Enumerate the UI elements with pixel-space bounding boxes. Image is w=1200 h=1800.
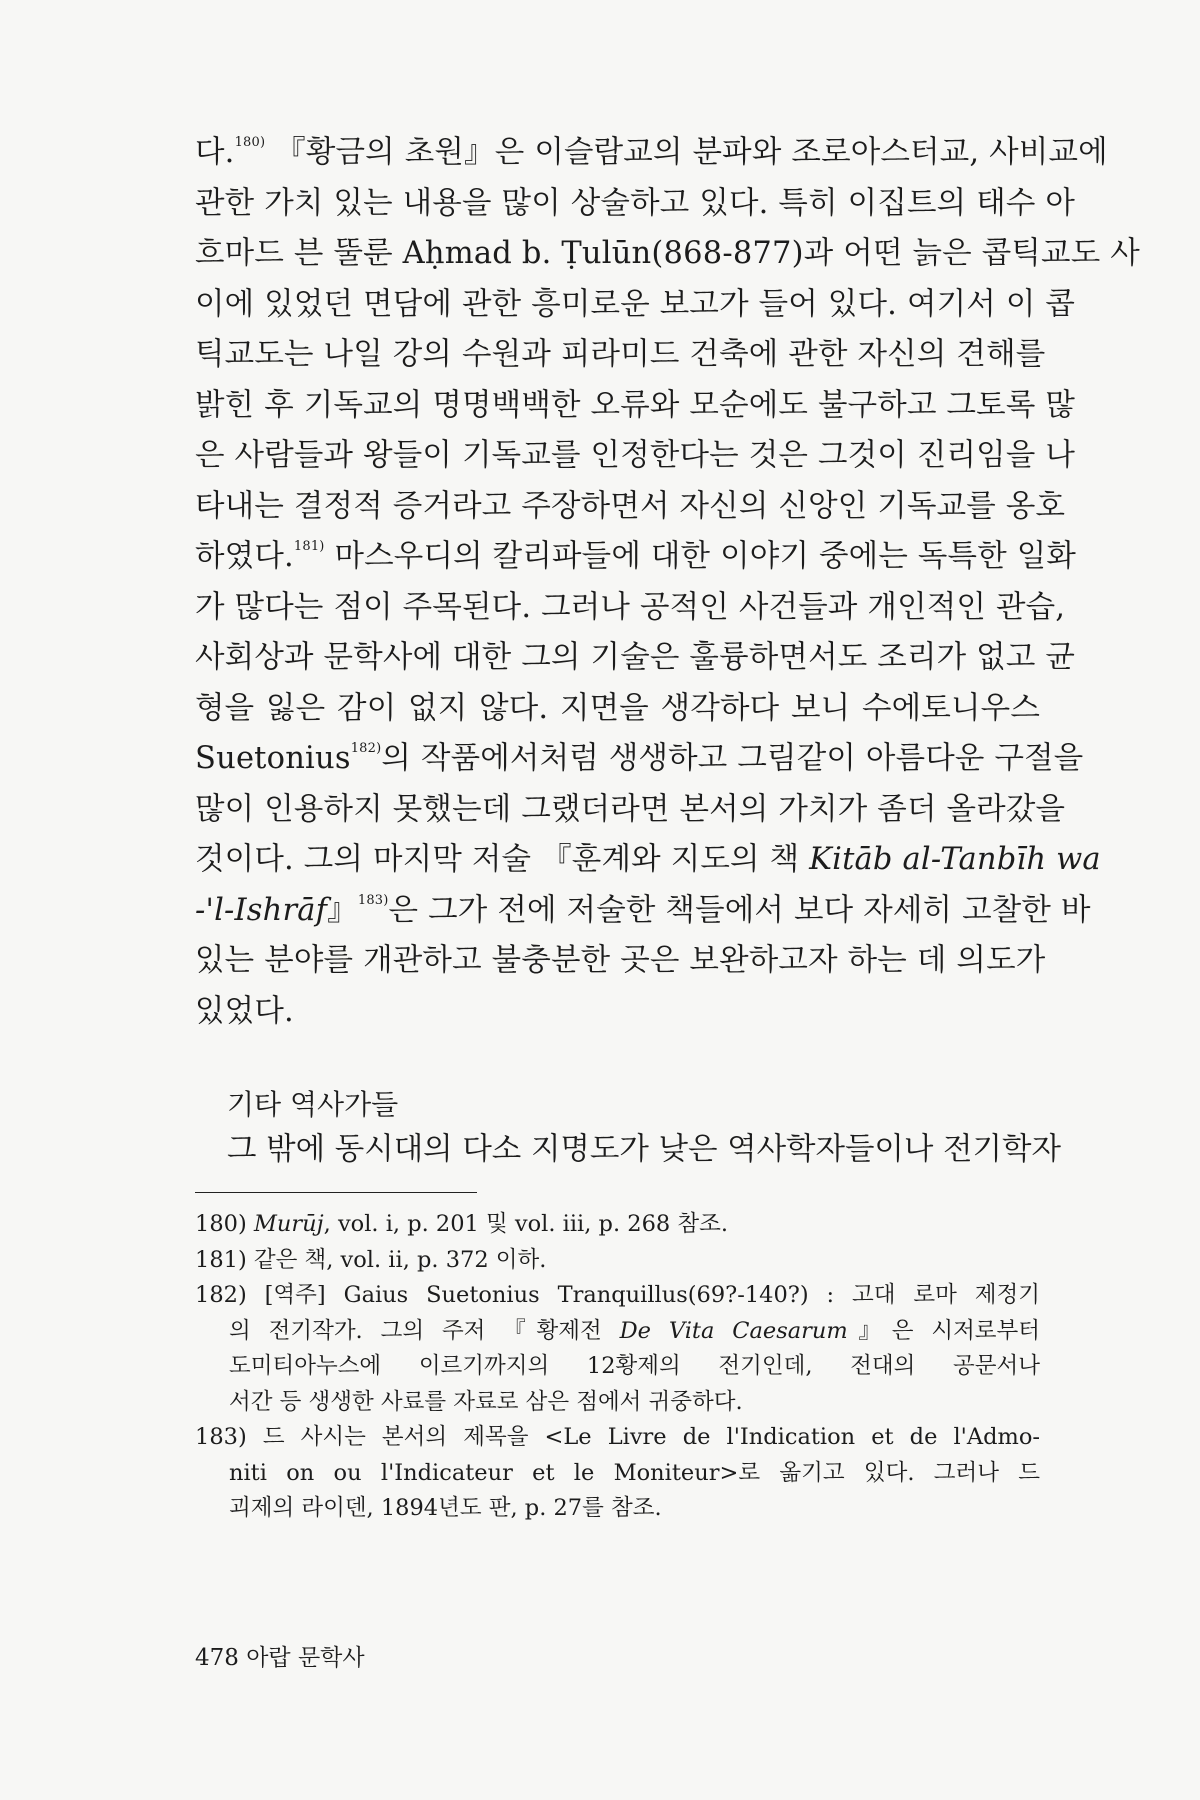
footnote-divider xyxy=(195,1192,477,1193)
page-number: 478 xyxy=(195,1645,239,1671)
page-footer xyxy=(195,1642,365,1674)
footnote-180: 180) Murūj, vol. i, p. 201 및 vol. iii, p. 268 참조. xyxy=(195,1211,728,1237)
footnote-182: 182) [역주] Gaius Suetonius Tranquillus(69?-140?) : 고대 로마 제정기 xyxy=(195,1282,1040,1308)
running-title: 아랍 문학사 xyxy=(246,1645,365,1671)
text-line: 은 사람들과 왕들이 기독교를 인정한다는 것은 그것이 진리임을 나 xyxy=(195,438,1076,473)
footnote-182-cont: 도미티아누스에 이르기까지의 12황제의 전기인데, 전대의 공문서나 xyxy=(229,1353,1040,1379)
footnotes xyxy=(195,1207,1040,1527)
footnote-181: 181) 같은 책, vol. ii, p. 372 이하. xyxy=(195,1246,547,1273)
main-paragraph xyxy=(195,128,1140,1037)
footnote-182-cont: 서간 등 생생한 사료를 자료로 삼은 점에서 귀중하다. xyxy=(229,1388,743,1415)
text-line: 많이 인용하지 못했는데 그랬더라면 본서의 가치가 좀더 올라갔을 xyxy=(195,791,1066,827)
text-line: -'l-Ishrāf』$^{183)}$은 그가 전에 저술한 책들에서 보다 자세히 고찰한 바 xyxy=(195,892,1091,928)
section-heading: 기타 역사가들 xyxy=(227,1088,399,1121)
footnote-183-cont: 괴제의 라이덴, 1894년도 판, p. 27를 참조. xyxy=(229,1495,662,1521)
text-line: 다.$^{180)}$ 『황금의 초원』은 이슬람교의 분파와 조로아스터교, 사비교에 xyxy=(195,135,1108,170)
footnote-ref[interactable]: 182) xyxy=(350,741,382,756)
arabic-title-italic: -'l-Ishrāf xyxy=(195,892,328,928)
text-line: 가 많다는 점이 주목된다. 그러나 공적인 사건들과 개인적인 관습, xyxy=(195,589,1066,625)
text-line: Suetonius$^{182)}$의 작품에서처럼 생생하고 그림같이 아름다운 구절을 xyxy=(195,741,1084,776)
text-line: 있었다. xyxy=(195,993,294,1029)
text-line: 형을 잃은 감이 없지 않다. 지면을 생각하다 보니 수에토니우스 xyxy=(195,690,1040,726)
text-line: 흐마드 븐 뚤룬 Aḥmad b. Ṭulūn(868-877)과 어떤 늙은 콥틱교도 사 xyxy=(195,236,1140,271)
footnote-183-cont: niti on ou l'Indicateur et le Moniteur>로 옮기고 있다. 그러나 드 xyxy=(229,1459,1040,1486)
text-line: 것이다. 그의 마지막 저술 『훈계와 지도의 책 Kitāb al-Tanbīh wa xyxy=(195,842,1101,877)
text-line: 하였다.$^{181)}$ 마스우디의 칼리파들에 대한 이야기 중에는 독특한 일화 xyxy=(195,539,1077,574)
text-line: 틱교도는 나일 강의 수원과 피라미드 건축에 관한 자신의 견해를 xyxy=(195,337,1046,372)
footnote-182-cont: 의 전기작가. 그의 주저 『황제전 De Vita Caesarum』은 시저로부터 xyxy=(229,1317,1041,1344)
section-intro-line: 그 밖에 동시대의 다소 지명도가 낮은 역사학자들이나 전기학자 xyxy=(227,1132,1061,1167)
footnote-183: 183) 드 사시는 본서의 제목을 <Le Livre de l'Indication et de l'Admo- xyxy=(195,1424,1040,1450)
text-line: 있는 분야를 개관하고 불충분한 곳은 보완하고자 하는 데 의도가 xyxy=(195,943,1046,978)
footnote-ref[interactable]: 181) xyxy=(293,539,325,554)
footnote-ref[interactable]: 180) xyxy=(234,135,266,150)
text-line: 사회상과 문학사에 대한 그의 기술은 훌륭하면서도 조리가 없고 균 xyxy=(195,640,1076,675)
text-line: 이에 있었던 면담에 관한 흥미로운 보고가 들어 있다. 여기서 이 콥 xyxy=(195,286,1076,322)
footnote-ref[interactable]: 183) xyxy=(357,892,389,908)
text-line: 관한 가치 있는 내용을 많이 상술하고 있다. 특히 이집트의 태수 아 xyxy=(195,185,1076,221)
text-line: 밝힌 후 기독교의 명명백백한 오류와 모순에도 불구하고 그토록 많 xyxy=(195,387,1076,423)
arabic-title-italic: Kitāb al-Tanbīh wa xyxy=(809,842,1101,877)
text-line: 타내는 결정적 증거라고 주장하면서 자신의 신앙인 기독교를 옹호 xyxy=(195,488,1066,524)
